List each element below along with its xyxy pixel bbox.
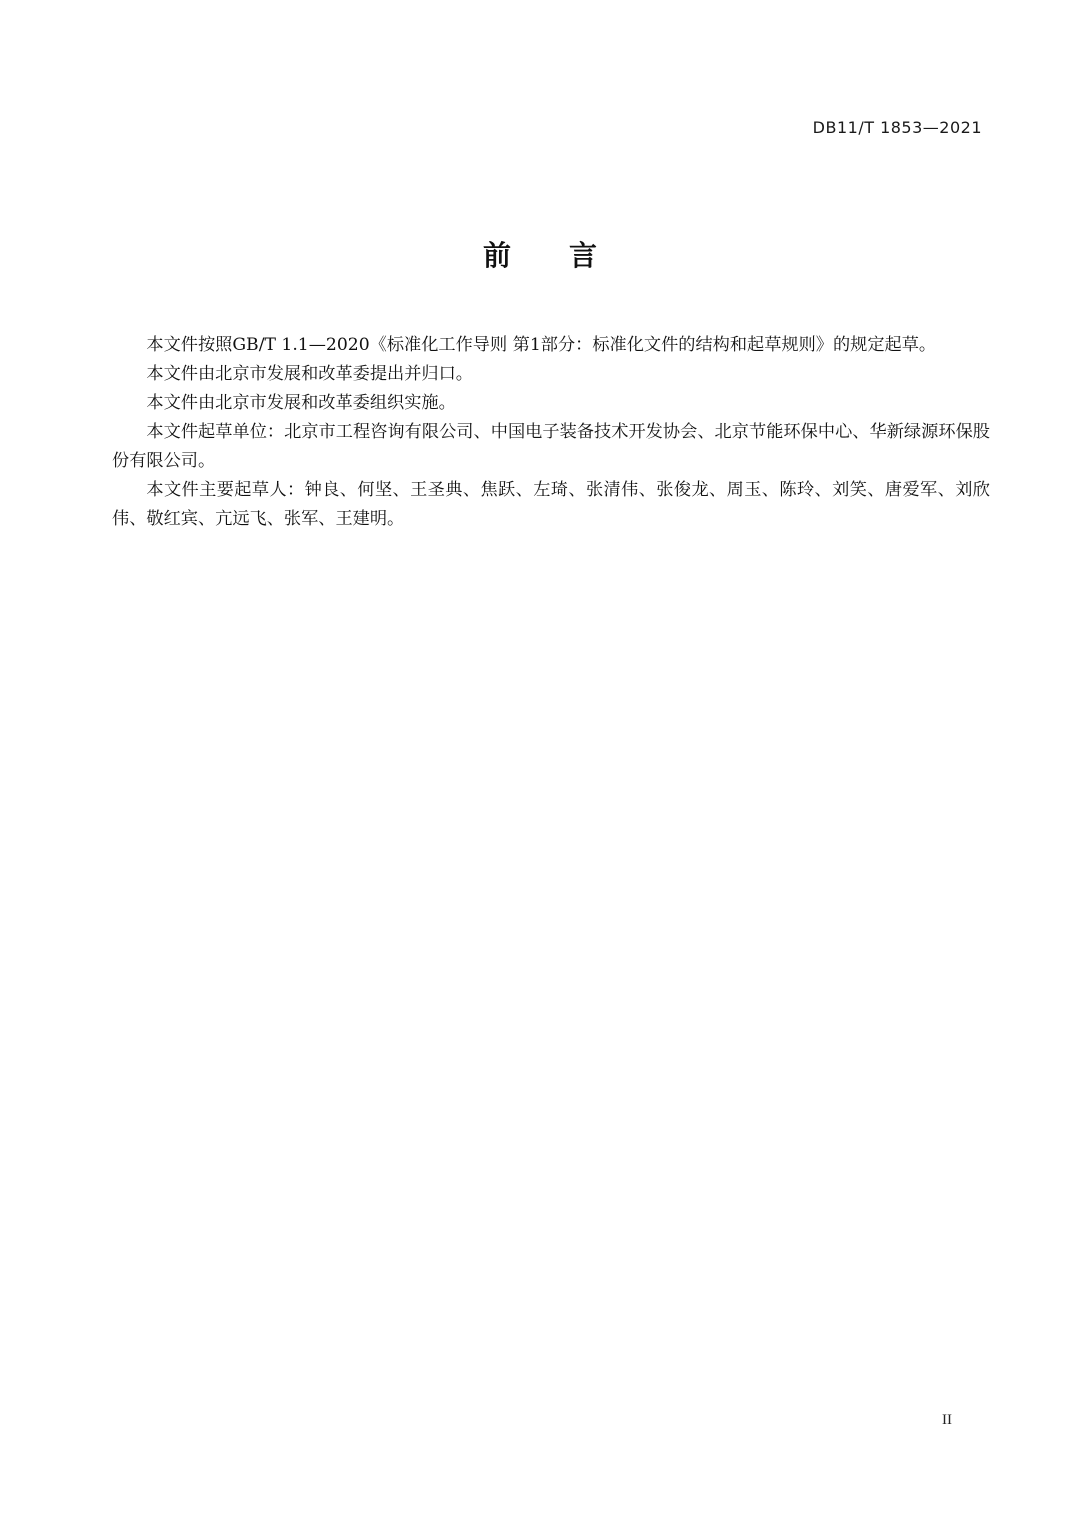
title-char-2: 言 bbox=[569, 239, 598, 272]
paragraph-proposed-by: 本文件由北京市发展和改革委提出并归口。 bbox=[146, 364, 473, 384]
paragraph-implemented-by: 本文件由北京市发展和改革委组织实施。 bbox=[146, 393, 456, 413]
paragraph-drafters: 本文件主要起草人：钟良、何坚、王圣典、焦跃、左琦、张清伟、张俊龙、周玉、陈玲、刘笑、唐爱军、刘欣伟、敬红宾、亢远飞、张军、王建明。 bbox=[112, 480, 990, 529]
page-number: II bbox=[942, 1412, 952, 1428]
paragraph-drafting-units: 本文件起草单位：北京市工程咨询有限公司、中国电子装备技术开发协会、北京节能环保中心、华新绿源环保股份有限公司。 bbox=[112, 422, 990, 471]
paragraph-drafting-rules: 本文件按照GB/T 1.1—2020《标准化工作导则 第1部分：标准化文件的结构和起草规则》的规定起草。 bbox=[146, 335, 937, 355]
page-title bbox=[0, 234, 1080, 274]
document-code: DB11/T 1853—2021 bbox=[812, 118, 982, 137]
foreword-body bbox=[112, 331, 990, 534]
title-char-1: 前 bbox=[482, 239, 511, 272]
